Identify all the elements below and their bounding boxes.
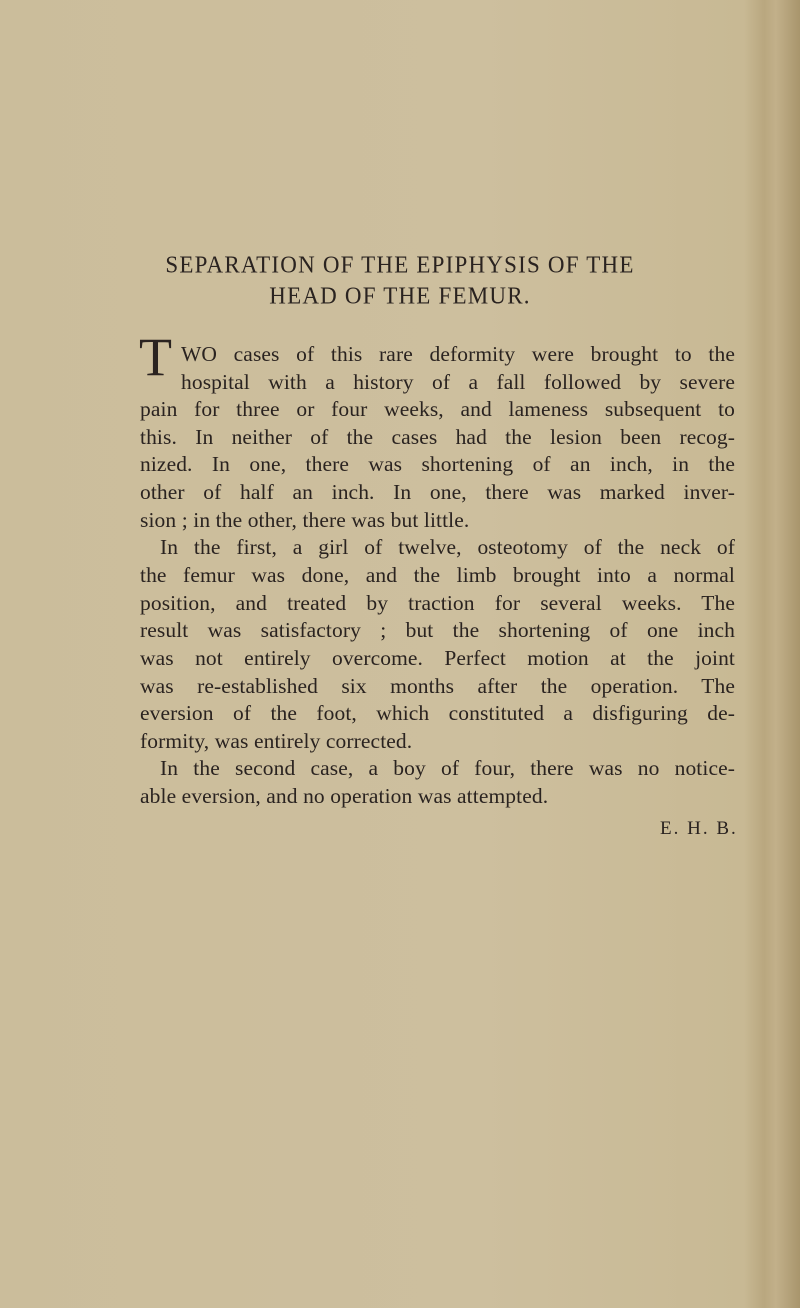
signature: E. H. B. [660,818,738,839]
body-line: position, and treated by traction for several weeks. The [140,591,735,615]
body-line: other of half an inch. In one, there was marked inver- [140,480,735,504]
title-line-1: SEPARATION OF THE EPIPHYSIS OF THE [165,251,635,278]
body-line: In the first, a girl of twelve, osteotomy of the neck of [160,535,735,559]
body-line: able eversion, and no operation was attempted. [140,784,549,808]
body-line: this. In neither of the cases had the lesion been recog- [140,425,735,449]
body-line: was not entirely overcome. Perfect motion at the joint [140,646,735,670]
body-line: the femur was done, and the limb brought into a normal [140,563,735,587]
body-line: eversion of the foot, which constituted a disfiguring de- [140,701,735,725]
body-line: In the second case, a boy of four, there was no notice- [160,756,735,780]
title-line-2: HEAD OF THE FEMUR. [269,282,531,309]
body-line: sion ; in the other, there was but little. [140,508,470,532]
body-line: formity, was entirely corrected. [140,729,413,753]
drop-cap: T [139,327,172,387]
body-line: WO cases of this rare deformity were brought to the [181,342,735,366]
body-line: was re-established six months after the operation. The [140,674,735,698]
body-line: pain for three or four weeks, and lameness subsequent to [140,397,735,421]
body-line: result was satisfactory ; but the shortening of one inch [140,618,735,642]
body-line: nized. In one, there was shortening of an inch, in the [140,452,735,476]
body-line: hospital with a history of a fall followed by severe [181,370,735,394]
